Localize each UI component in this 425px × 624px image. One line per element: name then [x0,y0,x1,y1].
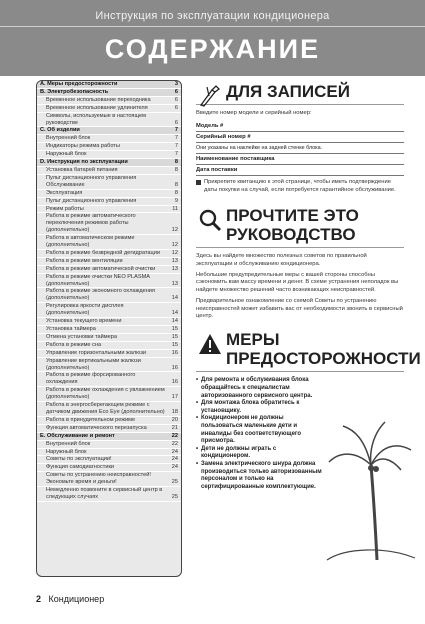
toc-entry-page: 14 [171,318,178,325]
toc-entry[interactable] [37,159,181,167]
toc-entry[interactable] [37,167,181,175]
toc-entry-page: 14 [171,295,178,302]
toc-entry[interactable] [37,89,181,97]
toc-entry-page: 7 [174,143,178,150]
manual-subtitle: Инструкция по эксплуатации кондиционера [95,10,330,22]
toc-entry-page: 18 [171,408,178,415]
guide-section [196,206,404,320]
toc-entry-page: 25 [171,493,178,500]
toc-entry-label: Работа в энергосберегающем режиме с датчиком движения Eco Eye (дополнительно) [46,402,165,415]
page-title: СОДЕРЖАНИЕ [104,34,321,64]
toc-entry-page: 20 [171,416,178,423]
dealer-field[interactable]: Наименование поставщика [196,154,404,165]
toc-entry[interactable] [37,250,181,258]
toc-entry-page: 8 [174,159,178,166]
toc-entry-page: 6 [174,104,178,111]
toc-entry-label: D. Инструкция по эксплуатации [40,159,128,166]
toc-entry-page: 14 [171,310,178,317]
page-footer [36,594,104,604]
toc-entry-label: Советы по устранению неисправностей! Экономьте время и деньги! [46,472,151,486]
pen-icon [198,84,222,108]
toc-entry-page: 7 [174,135,178,142]
toc-entry-page: 21 [171,424,178,431]
toc-entry-label: Пульт дистанционного управления [46,197,137,204]
toc-entry-page: 7 [174,151,178,158]
guide-title: ПРОЧТИТЕ ЭТО РУКОВОДСТВО [226,206,359,245]
toc-entry[interactable] [37,342,181,350]
guide-paragraph: Здесь вы найдете множество полезных советов по правильной эксплуатации и обслуживанию кондиционера. [196,253,367,267]
toc-entry[interactable] [37,206,181,214]
model-field[interactable]: Модель # [196,121,404,132]
toc-entry-label: A. Меры предосторожности [40,81,118,87]
toc-entry-page: 16 [171,379,178,386]
toc-entry-label: Регулировка яркости дисплея (дополнительно) [46,303,124,317]
toc-entry[interactable] [37,143,181,151]
toc-entry[interactable] [37,417,181,425]
toc-entry-label: Функция самодиагностики [46,464,115,471]
toc-entry[interactable] [37,425,181,433]
toc-entry-page: 3 [174,81,178,87]
toc-entry-label: E. Обслуживание и ремонт [40,432,115,439]
toc-entry-label: Функция автоматического перезапуска [46,424,147,431]
toc-entry-label: Установка таймера [46,326,96,332]
precaution-item: • Замена электрического шнура должна производиться только авторизованным персоналом и только на сертифицированные комплектующие. [196,461,326,491]
toc-entry[interactable] [37,105,181,113]
page-header [0,0,425,76]
toc-entry[interactable] [37,235,181,250]
toc-entry-page: 15 [171,326,178,332]
toc-entry-label: Управление горизонтальными жалюзи [46,349,147,356]
toc-entry[interactable] [37,334,181,342]
toc-entry-page: 8 [174,189,178,196]
guide-paragraph: Небольшие предупредительные меры с вашей стороны способны сэкономить вам массу времени и денег. В схеме устранения неполадок вы найдете множество решений часто возникающих неисправностей. [196,272,399,293]
precautions-list [196,377,326,491]
toc-entry-label: Работа в режиме вентиляции [46,257,123,264]
toc-entry-page: 7 [174,127,178,134]
toc-entry[interactable] [37,441,181,449]
table-of-contents [36,80,182,577]
toc-entry-label: Работа в режиме сна [46,341,102,348]
toc-entry-label: Управление вертикальными жалюзи (дополнительно) [46,357,141,371]
toc-entry-page: 24 [171,464,178,471]
toc-entry-page: 6 [174,96,178,103]
toc-entry-label: Наружный блок [46,448,87,455]
toc-entry-label: Установка текущего времени [46,318,122,325]
toc-entry[interactable] [37,97,181,105]
toc-entry[interactable] [37,258,181,266]
toc-entry-page: 9 [174,197,178,204]
toc-entry-label: Индикаторы режима работы [46,143,120,150]
toc-entry-page: 12 [171,227,178,234]
toc-entry-page: 8 [174,181,178,188]
toc-entry[interactable] [37,175,181,190]
records-section [196,82,404,194]
toc-entry-label: Работа в режиме экономного охлаждения (дополнительно) [46,288,155,302]
toc-entry-label: Наружный блок [46,151,87,158]
toc-entry-label: Установка батарей питания [46,166,118,173]
toc-entry-page: 15 [171,333,178,340]
warning-triangle-icon [198,332,222,356]
receipt-note: Прикрепите квитанцию к этой странице, чтобы иметь подтверждение даты покупки на случай, если потребуется гарантийное обслуживание. [196,179,404,194]
toc-entry-label: Временное использование удлинителя [46,104,148,111]
toc-entry-page: 22 [171,440,178,447]
toc-entry[interactable] [37,303,181,318]
records-intro: Введите номер модели и серийный номер: [196,110,312,116]
header-rule [0,26,425,27]
toc-entry[interactable] [37,387,181,402]
toc-entry-label: Работа в автоматическом режиме (дополнительно) [46,235,135,249]
toc-entry[interactable] [37,266,181,274]
toc-entry[interactable] [37,456,181,464]
toc-entry-label: Работа в принудительном режиме [46,416,136,423]
serial-note: Они указаны на наклейке на задней стенке блока. [196,143,404,154]
toc-entry-page: 11 [172,205,178,212]
precaution-item: • Кондиционером не должны пользоваться маленькие дети и инвалиды без соответствующего присмотра. [196,415,326,445]
toc-entry-page: 8 [174,166,178,173]
toc-entry-label: Режим работы [46,205,84,212]
toc-entry-label: Отмена установки таймера [46,333,117,340]
precaution-item: • Дети не должны играть с кондиционером. [196,446,326,461]
toc-entry-page: 6 [174,88,178,95]
toc-entry[interactable] [37,288,181,303]
toc-entry[interactable] [37,487,181,502]
toc-entry[interactable] [37,350,181,358]
toc-entry-label: Работа в режиме автоматического переключения режимов работы (дополнительно) [46,213,136,234]
toc-entry-label: B. Электробезопасность [40,88,109,95]
precaution-item: • Для ремонта и обслуживания блока обращайтесь к специалистам авторизованного сервисного центра. [196,377,326,400]
toc-entry-label: Работа в режиме форсированного охлаждения [46,372,136,386]
toc-entry[interactable] [37,372,181,387]
toc-entry[interactable] [37,135,181,143]
toc-entry-page: 25 [171,479,178,486]
precautions-title: МЕРЫ ПРЕДОСТОРОЖНОСТИ [226,330,421,369]
date-field[interactable]: Дата поставки [196,165,404,176]
divider [196,104,404,105]
toc-entry-label: Работа в режиме автоматической очистки [46,265,156,272]
toc-entry-page: 6 [174,119,178,126]
toc-entry-label: Внутренний блок [46,135,91,142]
toc-entry-page: 16 [171,364,178,371]
toc-entry-page: 12 [171,242,178,249]
toc-entry-page: 24 [171,448,178,455]
toc-entry[interactable] [37,402,181,417]
toc-entry[interactable] [37,198,181,206]
toc-entry[interactable] [37,326,181,334]
page-number: 2 [36,594,42,604]
toc-entry-label: Работа в режиме охлаждения с увлажнением (дополнительно) [46,387,165,401]
palm-tree-illustration [325,410,417,565]
toc-entry-page: 13 [171,265,178,272]
divider [196,247,404,248]
toc-entry[interactable] [37,358,181,373]
magnifier-icon [198,208,222,232]
divider [196,371,404,372]
toc-entry[interactable] [37,190,181,198]
serial-field[interactable]: Серийный номер # [196,132,404,143]
records-title: ДЛЯ ЗАПИСЕЙ [226,82,350,101]
toc-entry[interactable] [37,81,181,89]
toc-entry-label: Эксплуатация [46,189,83,196]
toc-entry-page: 15 [171,341,178,348]
toc-entry-page: 12 [171,249,178,256]
toc-entry[interactable] [37,151,181,159]
toc-entry-label: Работа в режиме очистки NEO PLASMA (дополнительно) [46,273,150,287]
toc-entry[interactable] [37,213,181,235]
toc-entry-label: Немедленно позвоните в сервисный центр в следующих случаях [46,487,163,500]
toc-entry-label: Советы по эксплуатации! [46,456,112,463]
toc-entry-page: 24 [171,456,178,463]
toc-entry-label: Внутренний блок [46,440,91,447]
toc-entry-page: 13 [171,280,178,287]
toc-entry-label: Временное использование переходника [46,96,151,103]
toc-entry-page: 22 [171,432,178,439]
toc-entry-page: 13 [171,257,178,264]
square-bullet-icon [196,180,201,185]
toc-entry-label: Работа в режиме безвредной дегидратации [46,249,160,256]
toc-entry[interactable] [37,318,181,326]
toc-entry-label: C. Об изделии [40,127,80,134]
toc-entry-page: 16 [171,349,178,356]
precaution-item: • Для монтажа блока обратитесь к установщику. [196,400,326,415]
toc-entry[interactable] [37,113,181,128]
footer-label: Кондиционер [48,594,105,604]
toc-entry[interactable] [37,472,181,487]
toc-entry[interactable] [37,274,181,289]
toc-entry-label: Пульт дистанционного управления Обслуживание [46,174,137,188]
toc-entry-page: 17 [171,394,178,401]
toc-entry[interactable] [37,433,181,441]
toc-entry-label: Символы, используемые в настоящем руководстве [46,112,146,126]
toc-entry[interactable] [37,449,181,457]
guide-paragraph: Предварительное ознакомление со схемой Советы по устранению неисправностей может избавить вас от необходимости звонить в сервисный центр. [196,298,403,320]
